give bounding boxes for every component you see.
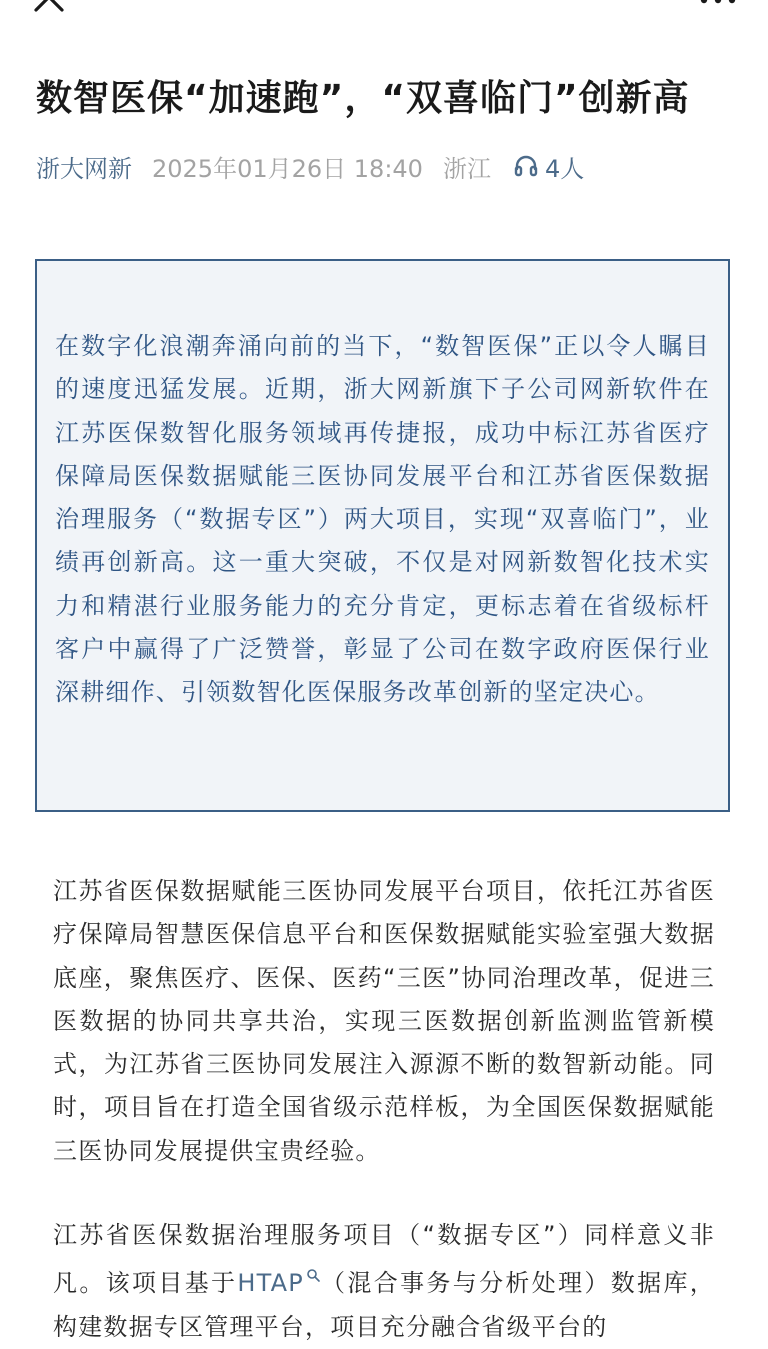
close-button[interactable]	[30, 0, 70, 16]
search-icon	[306, 1257, 320, 1300]
htap-term-label: HTAP	[237, 1269, 304, 1298]
article-title: 数智医保“加速跑”，“双喜临门”创新高	[36, 78, 690, 119]
paragraph-2-text-before: 江苏省医保数据治理服务项目（“数据专区”）同样意义非凡。该项目基于	[53, 1221, 715, 1298]
htap-term-link[interactable]	[237, 1269, 320, 1297]
listen-count-button[interactable]	[513, 149, 584, 184]
top-navigation-bar	[0, 0, 768, 20]
region-label: 浙江	[442, 154, 491, 183]
more-icon	[696, 0, 740, 6]
headphones-icon	[513, 153, 539, 179]
close-icon	[30, 0, 70, 16]
article-paragraph-2	[53, 1214, 715, 1349]
article-meta	[36, 148, 584, 184]
summary-box	[35, 259, 730, 812]
source-link[interactable]: 浙大网新	[36, 154, 132, 183]
summary-text: 在数字化浪潮奔涌向前的当下，“数智医保”正以令人瞩目的速度迅猛发展。近期，浙大网新旗下子公司网新软件在江苏医保数智化服务领域再传捷报，成功中标江苏省医疗保障局医保数据赋能三医协同发展平台和江苏省医保数据治理服务（“数据专区”）两大项目，实现“双喜临门”，业绩再创新高。这一重大突破，不仅是对网新数智化技术实力和精湛行业服务能力的充分肯定，更标志着在省级标杆客户中赢得了广泛赞誉，彰显了公司在数字政府医保行业深耕细作、引领数智化医保服务改革创新的坚定决心。	[55, 332, 710, 707]
article-paragraph-1: 江苏省医保数据赋能三医协同发展平台项目，依托江苏省医疗保障局智慧医保信息平台和医保数据赋能实验室强大数据底座，聚焦医疗、医保、医药“三医”协同治理改革，促进三医数据的协同共享共治，实现三医数据创新监测监管新模式，为江苏省三医协同发展注入源源不断的数智新动能。同时，项目旨在打造全国省级示范样板，为全国医保数据赋能三医协同发展提供宝贵经验。	[53, 877, 715, 1165]
more-options-button[interactable]	[696, 0, 740, 6]
publish-datetime: 2025年01月26日 18:40	[152, 154, 423, 183]
listen-count: 4人	[544, 154, 585, 183]
paragraph-2-text-after: （混合事务与分析处理）数据库，构建数据专区管理平台，项目充分融合省级平台的	[53, 1269, 715, 1341]
